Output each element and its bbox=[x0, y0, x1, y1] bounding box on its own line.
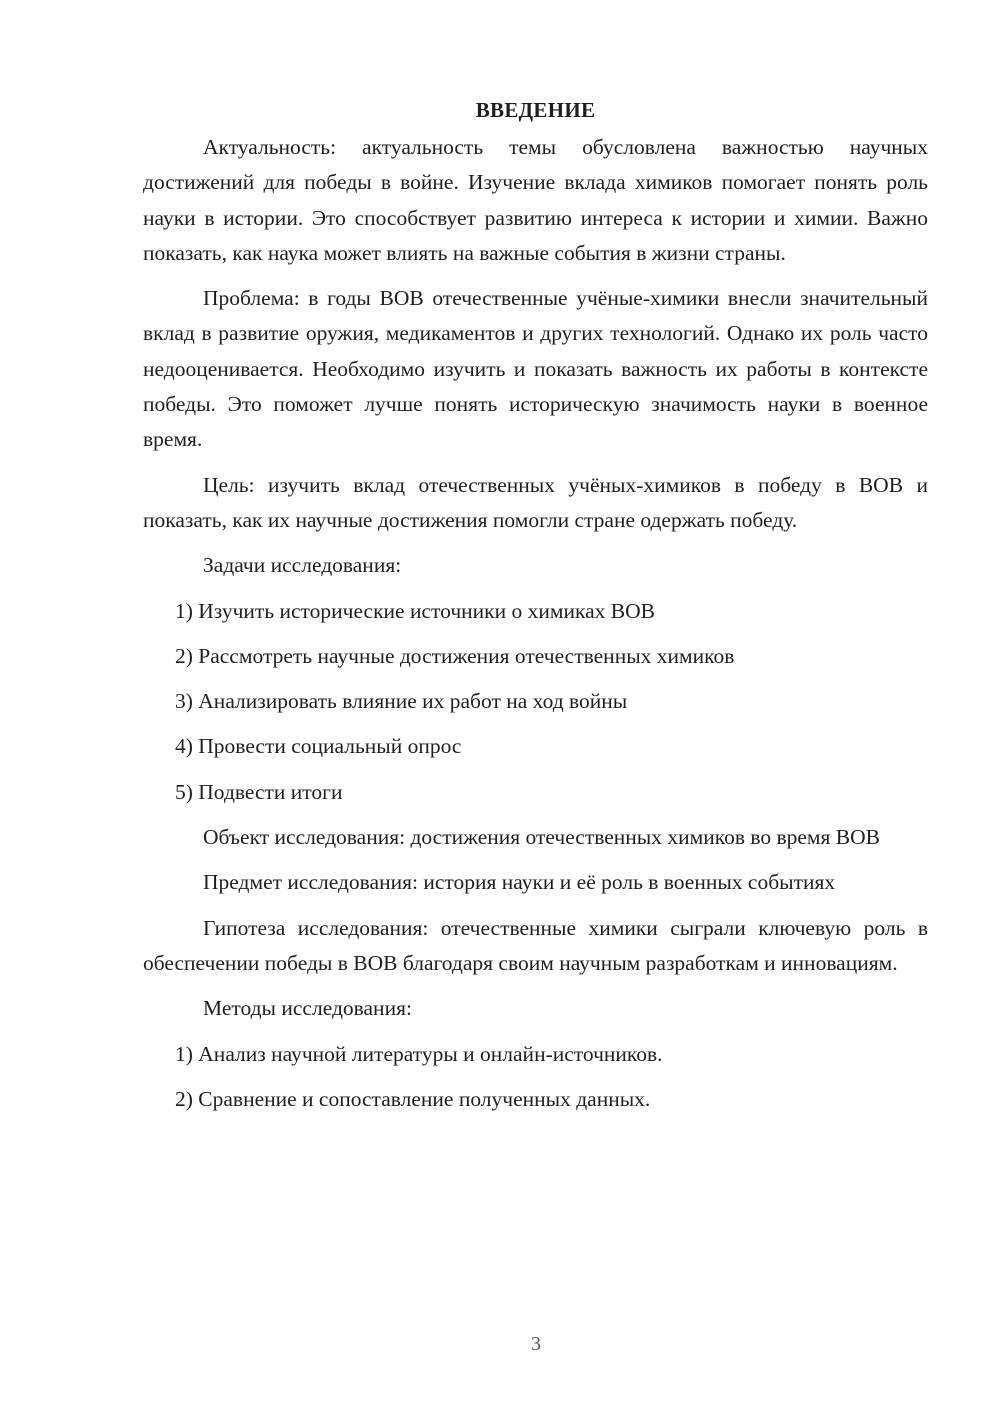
method-item-2: 2) Сравнение и сопоставление полученных данных. bbox=[175, 1086, 651, 1111]
hypothesis-paragraph: Гипотеза исследования: отечественные химики сыграли ключевую роль в обеспечении победы в ВОВ благодаря своим научным разработкам и инновациям. bbox=[143, 915, 928, 975]
section-heading: ВВЕДЕНИЕ bbox=[475, 98, 596, 122]
task-item-5: 5) Подвести итоги bbox=[175, 779, 343, 804]
methods-title: Методы исследования: bbox=[203, 996, 412, 1021]
page-number: 3 bbox=[531, 1333, 541, 1355]
task-item-1: 1) Изучить исторические источники о химиках ВОВ bbox=[175, 598, 655, 623]
subject-paragraph: Предмет исследования: история науки и её роль в военных событиях bbox=[203, 870, 836, 895]
problem-paragraph: Проблема: в годы ВОВ отечественные учёные-химики внесли значительный вклад в развитие оружия, медикаментов и других технологий. Однако их роль часто недооценивается. Необходимо изучить и показать важность их работы в контексте победы. Это поможет лучше понять историческую значимость науки в военное время. bbox=[143, 286, 928, 452]
goal-paragraph: Цель: изучить вклад отечественных учёных-химиков в победу в ВОВ и показать, как их научные достижения помогли стране одержать победу. bbox=[143, 472, 928, 532]
document-page bbox=[143, 95, 928, 1127]
task-item-4: 4) Провести социальный опрос bbox=[175, 734, 462, 759]
task-item-2: 2) Рассмотреть научные достижения отечественных химиков bbox=[175, 643, 735, 668]
relevance-paragraph: Актуальность: актуальность темы обусловлена важностью научных достижений для победы в войне. Изучение вклада химиков помогает понять роль науки в истории. Это способствует развитию интереса к истории и химии. Важно показать, как наука может влиять на важные события в жизни страны. bbox=[143, 135, 928, 265]
object-paragraph: Объект исследования: достижения отечественных химиков во время ВОВ bbox=[203, 825, 881, 850]
task-item-3: 3) Анализировать влияние их работ на ход войны bbox=[175, 689, 628, 714]
method-item-1: 1) Анализ научной литературы и онлайн-источников. bbox=[175, 1041, 663, 1066]
tasks-title: Задачи исследования: bbox=[203, 553, 402, 578]
